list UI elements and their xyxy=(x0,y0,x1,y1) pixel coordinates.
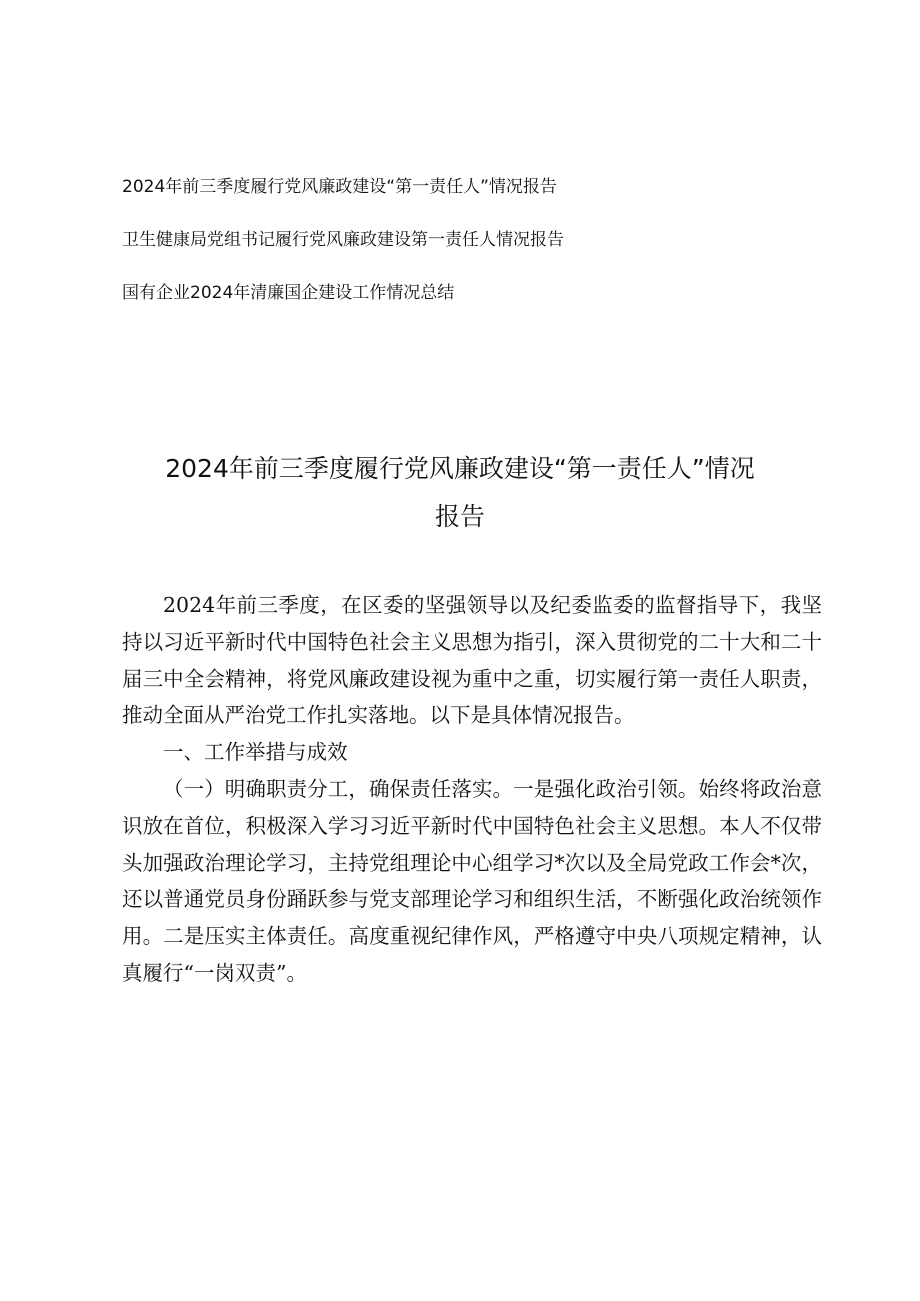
toc-item-2[interactable]: 卫生健康局党组书记履行党风廉政建设第一责任人情况报告 xyxy=(122,230,564,250)
document-body xyxy=(122,587,822,992)
subsection-paragraph: （一）明确职责分工，确保责任落实。一是强化政治引领。始终将政治意识放在首位，积极深入学习习近平新时代中国特色社会主义思想。本人不仅带头加强政治理论学习，主持党组理论中心组学习*次以及全局党政工作会*次，还以普通党员身份踊跃参与党支部理论学习和组织生活，不断强化政治统领作用。二是压实主体责任。高度重视纪律作风，严格遵守中央八项规定精神，认真履行“一岗双责”。 xyxy=(122,776,822,985)
intro-paragraph: 2024年前三季度，在区委的坚强领导以及纪委监委的监督指导下，我坚持以习近平新时代中国特色社会主义思想为指引，深入贯彻党的二十大和二十届三中全会精神，将党风廉政建设视为重中之重，切实履行第一责任人职责，推动全面从严治党工作扎实落地。以下是具体情况报告。 xyxy=(122,593,822,728)
document-title-line-1: 2024年前三季度履行党风廉政建设“第一责任人”情况 xyxy=(165,454,755,483)
document-title xyxy=(100,445,820,541)
toc-item-1[interactable]: 2024年前三季度履行党风廉政建设“第一责任人”情况报告 xyxy=(122,177,557,197)
table-of-contents xyxy=(122,174,822,333)
toc-item-3[interactable]: 国有企业2024年清廉国企建设工作情况总结 xyxy=(122,283,455,303)
document-title-line-2: 报告 xyxy=(434,502,485,531)
section-heading: 一、工作举措与成效 xyxy=(163,740,348,765)
